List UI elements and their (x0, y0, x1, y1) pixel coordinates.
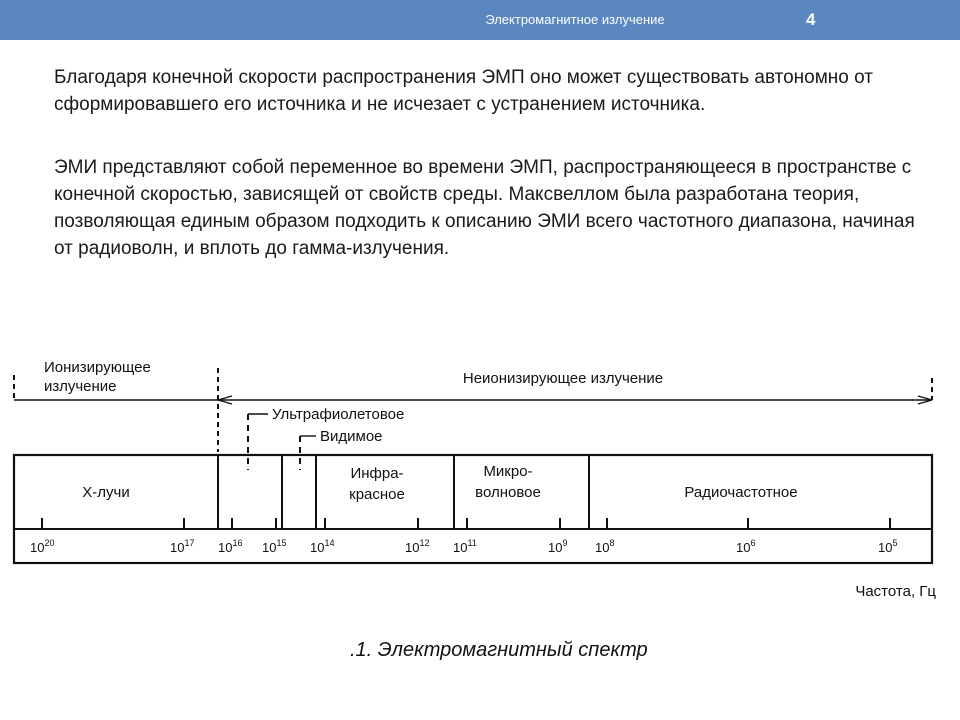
paragraph-1: Благодаря конечной скорости распространения ЭМП оно может существовать автономно от сформировавшего его источника и не исчезает с устранением источника. (54, 67, 873, 115)
band-microwave-label-line2: волновое (475, 484, 541, 501)
tick-label-1e8: $10^8$ (595, 538, 615, 555)
tick-label-1e11: $10^{11}$ (453, 538, 477, 555)
band-xray-label: Х-лучи (82, 484, 130, 501)
tick-label-1e17: $10^{17}$ (170, 538, 195, 555)
uv-label: Ультрафиолетовое (272, 406, 405, 423)
tick-label-1e20: $10^{20}$ (30, 538, 55, 555)
band-infrared-label-line1: Инфра- (350, 465, 404, 482)
band-microwave-label-line1: Микро- (483, 463, 533, 480)
tick-label-1e9: $10^9$ (548, 538, 568, 555)
paragraph-2: ЭМИ представляют собой переменное во времени ЭМП, распространяющееся в пространстве с конечной скоростью, зависящей от свойств среды. Максвеллом была разработана теория, позволяющая единым образом подходить к описанию ЭМИ всего частотного диапазона, начиная от радиоволн, и вплоть до гамма-излучения. (54, 157, 915, 259)
tick-label-1e14: $10^{14}$ (310, 538, 335, 555)
ionizing-label-line1: Ионизирующее (44, 359, 151, 376)
visible-label: Видимое (320, 428, 383, 445)
tick-labels (30, 538, 897, 555)
header-title: Электромагнитное излучение (485, 12, 665, 27)
axis-label: Частота, Гц (855, 583, 936, 600)
band-infrared-label-line2: красное (349, 486, 405, 503)
tick-label-1e12: $10^{12}$ (405, 538, 430, 555)
tick-label-1e16: $10^{16}$ (218, 538, 243, 555)
nonionizing-label: Неионизирующее излучение (462, 370, 664, 387)
tick-label-1e6: $10^6$ (736, 538, 756, 555)
figure-caption: .1. Электромагнитный спектр (350, 639, 648, 661)
ionizing-label-line2: излучение (44, 378, 117, 395)
page-number: 4 (806, 10, 816, 29)
tick-label-1e15: $10^{15}$ (262, 538, 287, 555)
band-radio-label: Радиочастотное (684, 484, 798, 501)
tick-label-1e5: $10^5$ (878, 538, 898, 555)
